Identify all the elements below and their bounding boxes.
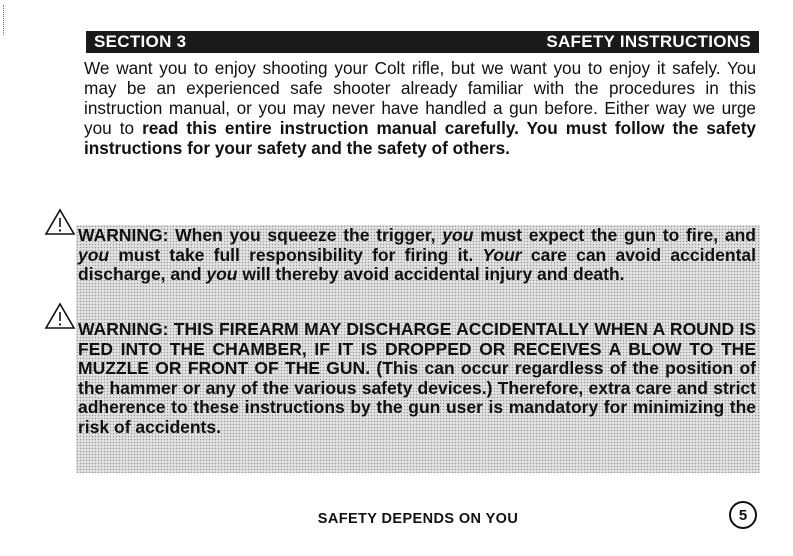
- warning-2-label: WARNING:: [78, 319, 169, 339]
- intro-bold-text: read this entire instruction manual carefully. You must follow the safety instructions for your safety and the safety of others.: [84, 118, 756, 158]
- section-number: SECTION 3: [94, 32, 187, 51]
- warning-2: [78, 320, 756, 437]
- footer-text: SAFETY DEPENDS ON YOU: [317, 511, 519, 527]
- warning-1-label: WARNING:: [78, 225, 169, 245]
- warning-1-emphasis: Your: [482, 244, 522, 265]
- section-title: SAFETY INSTRUCTIONS: [546, 32, 751, 51]
- warning-triangle-icon: [44, 208, 76, 236]
- warning-1-text: When you squeeze the trigger,: [168, 225, 443, 245]
- intro-text: We want you to enjoy shooting your Colt rifle, but we want you to enjoy it safely. You may be an experienced safe shooter already familiar with the procedures in this instruction manual, or you may never have handled a gun before. Either way we urge you to: [84, 58, 756, 138]
- warning-2-text: (This can occur regardless of the position of the hammer or any of the various safety devices.) Therefore, extra care and strict adherence to these instructions by the gun user is mandatory for minimizing the risk of accidents.: [78, 358, 756, 437]
- warning-1-emphasis: you: [442, 225, 474, 245]
- warning-1-text: must expect the gun to fire, and: [473, 225, 756, 245]
- warning-1: [78, 226, 756, 285]
- page-number: 5: [729, 501, 757, 529]
- warning-1-emphasis: you: [206, 264, 238, 284]
- intro-paragraph: [84, 58, 756, 158]
- warning-1-text: must take full responsibility for firing it.: [109, 244, 483, 265]
- warning-triangle-icon: [44, 302, 76, 330]
- warning-1-emphasis: you: [78, 244, 110, 265]
- warning-2-caps-text: THIS FIREARM MAY DISCHARGE ACCIDENTALLY WHEN A ROUND IS FED INTO THE CHAMBER, IF IT IS DROPPED OR RECEIVES A BLOW TO THE MUZZLE OR FRONT OF THE GUN.: [78, 319, 756, 378]
- scan-edge-marks: [3, 5, 6, 35]
- warning-1-text: will thereby avoid accidental injury and death.: [237, 264, 625, 284]
- section-header-bar: [86, 31, 759, 53]
- warning-1-text: care can avoid accidental discharge, and: [78, 244, 756, 284]
